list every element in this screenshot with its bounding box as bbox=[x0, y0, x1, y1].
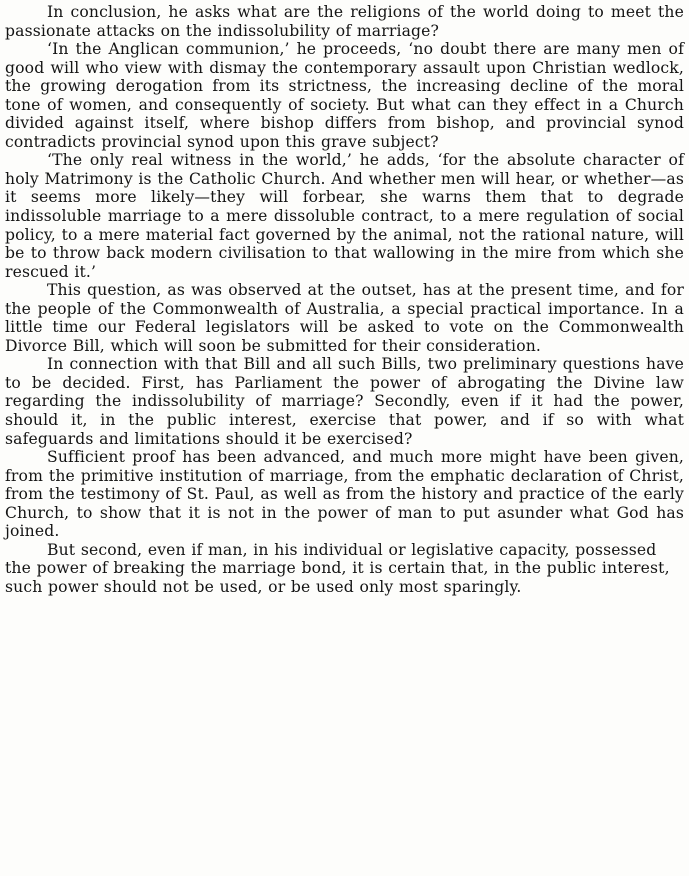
article-body bbox=[5, 3, 684, 597]
paragraph-preliminary-questions: In connection with that Bill and all such Bills, two preliminary questions have to be decided. First, has Parliament the power of abrogating the Divine law regarding the indissolubility of marriage? Secondly, even if it had the power, should it, in the public interest, exercise that power, and if so with what safeguards and limitations should it be exercised? bbox=[5, 355, 684, 448]
paragraph-public-interest: But second, even if man, in his individual or legislative capacity, possessed the power of breaking the marriage bond, it is certain that, in the public interest, such power should not be used, or be used only most sparingly. bbox=[5, 540, 670, 596]
paragraph-catholic-witness: ‘The only real witness in the world,’ he adds, ‘for the absolute character of holy Matrimony is the Catholic Church. And whether men will hear, or whether—as it seems more likely—they will forbear, she warns them that to degrade indissoluble marriage to a mere dissoluble contract, to a mere regulation of social policy, to a mere material fact governed by the animal, not the rational nature, will be to throw back modern civilisation to that wallowing in the mire from which she rescued it.’ bbox=[5, 151, 684, 281]
paragraph-conclusion: In conclusion, he asks what are the religions of the world doing to meet the passionate attacks on the indissolubility of marriage? bbox=[5, 3, 684, 40]
paragraph-commonwealth-question: This question, as was observed at the outset, has at the present time, and for the people of the Commonwealth of Australia, a special practical importance. In a little time our Federal legislators will be asked to vote on the Commonwealth Divorce Bill, which will soon be submitted for their consideration. bbox=[5, 281, 684, 355]
paragraph-anglican-communion: ‘In the Anglican communion,’ he proceeds, ‘no doubt there are many men of good will who view with dismay the contemporary assault upon Christian wedlock, the growing derogation from its strictness, the increasing decline of the moral tone of women, and consequently of society. But what can they effect in a Church divided against itself, where bishop differs from bishop, and provincial synod contradicts provincial synod upon this grave subject? bbox=[5, 40, 684, 151]
paragraph-sufficient-proof: Sufficient proof has been advanced, and much more might have been given, from the primitive institution of marriage, from the emphatic declaration of Christ, from the testimony of St. Paul, as well as from the history and practice of the early Church, to show that it is not in the power of man to put asunder what God has joined. bbox=[5, 448, 684, 541]
